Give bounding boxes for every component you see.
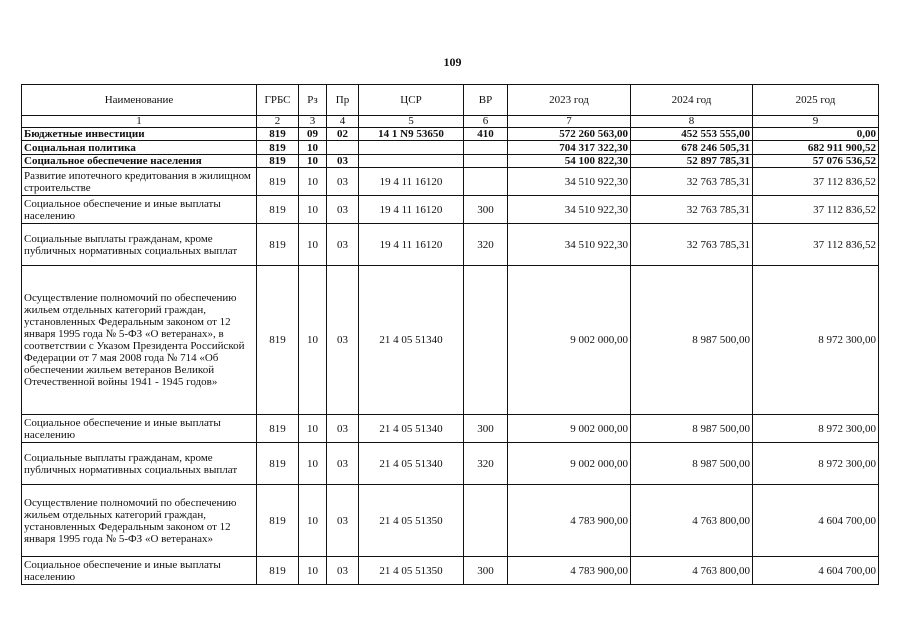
row-csr [359, 141, 464, 155]
row-grbs: 819 [257, 155, 299, 168]
row-rz: 10 [299, 443, 327, 485]
row-csr [359, 155, 464, 168]
row-2025: 37 112 836,52 [753, 224, 879, 266]
column-number: 3 [299, 116, 327, 128]
row-csr: 19 4 11 16120 [359, 196, 464, 224]
row-pr: 03 [327, 155, 359, 168]
row-rz: 10 [299, 266, 327, 415]
row-vr [464, 266, 508, 415]
row-grbs: 819 [257, 196, 299, 224]
row-2024: 8 987 500,00 [631, 443, 753, 485]
row-grbs: 819 [257, 443, 299, 485]
table-row [22, 168, 879, 196]
column-number-row [22, 116, 879, 128]
row-2024: 8 987 500,00 [631, 266, 753, 415]
header-2024: 2024 год [631, 85, 753, 116]
row-vr [464, 485, 508, 557]
row-pr: 03 [327, 224, 359, 266]
row-name: Бюджетные инвестиции [22, 128, 257, 141]
row-2025: 37 112 836,52 [753, 168, 879, 196]
column-number: 5 [359, 116, 464, 128]
row-rz: 10 [299, 155, 327, 168]
row-2025: 57 076 536,52 [753, 155, 879, 168]
row-2023: 9 002 000,00 [508, 266, 631, 415]
row-vr [464, 155, 508, 168]
row-grbs: 819 [257, 415, 299, 443]
row-rz: 10 [299, 141, 327, 155]
row-pr: 03 [327, 196, 359, 224]
column-number: 6 [464, 116, 508, 128]
row-2023: 4 783 900,00 [508, 557, 631, 585]
row-vr [464, 141, 508, 155]
row-rz: 10 [299, 224, 327, 266]
row-rz: 10 [299, 196, 327, 224]
row-csr: 21 4 05 51350 [359, 485, 464, 557]
column-number: 4 [327, 116, 359, 128]
row-2024: 32 763 785,31 [631, 196, 753, 224]
column-number: 1 [22, 116, 257, 128]
table-row [22, 224, 879, 266]
row-rz: 09 [299, 128, 327, 141]
row-vr: 300 [464, 415, 508, 443]
row-pr: 03 [327, 557, 359, 585]
row-vr [464, 168, 508, 196]
column-number: 8 [631, 116, 753, 128]
page-number: 109 [443, 55, 462, 69]
row-grbs: 819 [257, 128, 299, 141]
row-grbs: 819 [257, 168, 299, 196]
row-csr: 21 4 05 51340 [359, 266, 464, 415]
row-grbs: 819 [257, 224, 299, 266]
row-grbs: 819 [257, 141, 299, 155]
row-name: Социальное обеспечение и иные выплаты населению [22, 196, 257, 224]
row-2024: 32 763 785,31 [631, 224, 753, 266]
row-2025: 682 911 900,52 [753, 141, 879, 155]
row-vr: 300 [464, 557, 508, 585]
header-2025: 2025 год [753, 85, 879, 116]
table-row [22, 443, 879, 485]
row-csr: 21 4 05 51340 [359, 443, 464, 485]
header-vr: ВР [464, 85, 508, 116]
row-grbs: 819 [257, 266, 299, 415]
header-row [22, 85, 879, 116]
row-grbs: 819 [257, 485, 299, 557]
row-2024: 4 763 800,00 [631, 485, 753, 557]
row-2025: 4 604 700,00 [753, 485, 879, 557]
row-2025: 37 112 836,52 [753, 196, 879, 224]
row-2023: 9 002 000,00 [508, 415, 631, 443]
row-2025: 8 972 300,00 [753, 415, 879, 443]
table-row [22, 196, 879, 224]
header-rz: Рз [299, 85, 327, 116]
row-2025: 8 972 300,00 [753, 266, 879, 415]
row-csr: 21 4 05 51350 [359, 557, 464, 585]
row-name: Социальное обеспечение и иные выплаты населению [22, 557, 257, 585]
row-pr: 02 [327, 128, 359, 141]
row-vr: 300 [464, 196, 508, 224]
table-row [22, 485, 879, 557]
header-2023: 2023 год [508, 85, 631, 116]
row-2023: 9 002 000,00 [508, 443, 631, 485]
row-pr: 03 [327, 415, 359, 443]
column-number: 9 [753, 116, 879, 128]
row-2024: 52 897 785,31 [631, 155, 753, 168]
column-number: 7 [508, 116, 631, 128]
header-grbs: ГРБС [257, 85, 299, 116]
row-vr: 410 [464, 128, 508, 141]
row-csr: 14 1 N9 53650 [359, 128, 464, 141]
row-name: Осуществление полномочий по обеспечению жильем отдельных категорий граждан, установленных Федеральным законом от 12 января 1995 года № 5-ФЗ «О ветеранах», в соответствии с Указом Президента Российской Федерации от 7 мая 2008 года № 714 «Об обеспечении жильем ветеранов Великой Отечественной войны 1941 - 1945 годов» [22, 266, 257, 415]
row-name: Социальные выплаты гражданам, кроме публичных нормативных социальных выплат [22, 443, 257, 485]
row-2023: 34 510 922,30 [508, 196, 631, 224]
table-row [22, 266, 879, 415]
row-2025: 0,00 [753, 128, 879, 141]
row-name: Социальная политика [22, 141, 257, 155]
row-2023: 34 510 922,30 [508, 168, 631, 196]
table-row [22, 415, 879, 443]
budget-table [21, 84, 879, 585]
row-2024: 678 246 505,31 [631, 141, 753, 155]
row-csr: 19 4 11 16120 [359, 224, 464, 266]
table-row [22, 128, 879, 141]
row-rz: 10 [299, 485, 327, 557]
row-rz: 10 [299, 557, 327, 585]
row-2023: 54 100 822,30 [508, 155, 631, 168]
row-name: Социальные выплаты гражданам, кроме публичных нормативных социальных выплат [22, 224, 257, 266]
row-2023: 704 317 322,30 [508, 141, 631, 155]
row-2025: 8 972 300,00 [753, 443, 879, 485]
row-vr: 320 [464, 224, 508, 266]
row-2024: 4 763 800,00 [631, 557, 753, 585]
row-rz: 10 [299, 415, 327, 443]
header-pr: Пр [327, 85, 359, 116]
table-row [22, 141, 879, 155]
row-csr: 21 4 05 51340 [359, 415, 464, 443]
row-pr: 03 [327, 443, 359, 485]
row-pr: 03 [327, 485, 359, 557]
row-pr: 03 [327, 266, 359, 415]
row-vr: 320 [464, 443, 508, 485]
row-2023: 572 260 563,00 [508, 128, 631, 141]
row-pr: 03 [327, 168, 359, 196]
row-grbs: 819 [257, 557, 299, 585]
row-2023: 34 510 922,30 [508, 224, 631, 266]
row-name: Социальное обеспечение населения [22, 155, 257, 168]
table-row [22, 155, 879, 168]
row-2025: 4 604 700,00 [753, 557, 879, 585]
header-name: Наименование [22, 85, 257, 116]
row-2024: 32 763 785,31 [631, 168, 753, 196]
table-row [22, 557, 879, 585]
row-name: Социальное обеспечение и иные выплаты населению [22, 415, 257, 443]
row-name: Осуществление полномочий по обеспечению жильем отдельных категорий граждан, установленных Федеральным законом от 12 января 1995 года № 5-ФЗ «О ветеранах» [22, 485, 257, 557]
row-pr [327, 141, 359, 155]
header-csr: ЦСР [359, 85, 464, 116]
row-name: Развитие ипотечного кредитования в жилищном строительстве [22, 168, 257, 196]
row-rz: 10 [299, 168, 327, 196]
row-2024: 8 987 500,00 [631, 415, 753, 443]
row-csr: 19 4 11 16120 [359, 168, 464, 196]
row-2024: 452 553 555,00 [631, 128, 753, 141]
column-number: 2 [257, 116, 299, 128]
row-2023: 4 783 900,00 [508, 485, 631, 557]
